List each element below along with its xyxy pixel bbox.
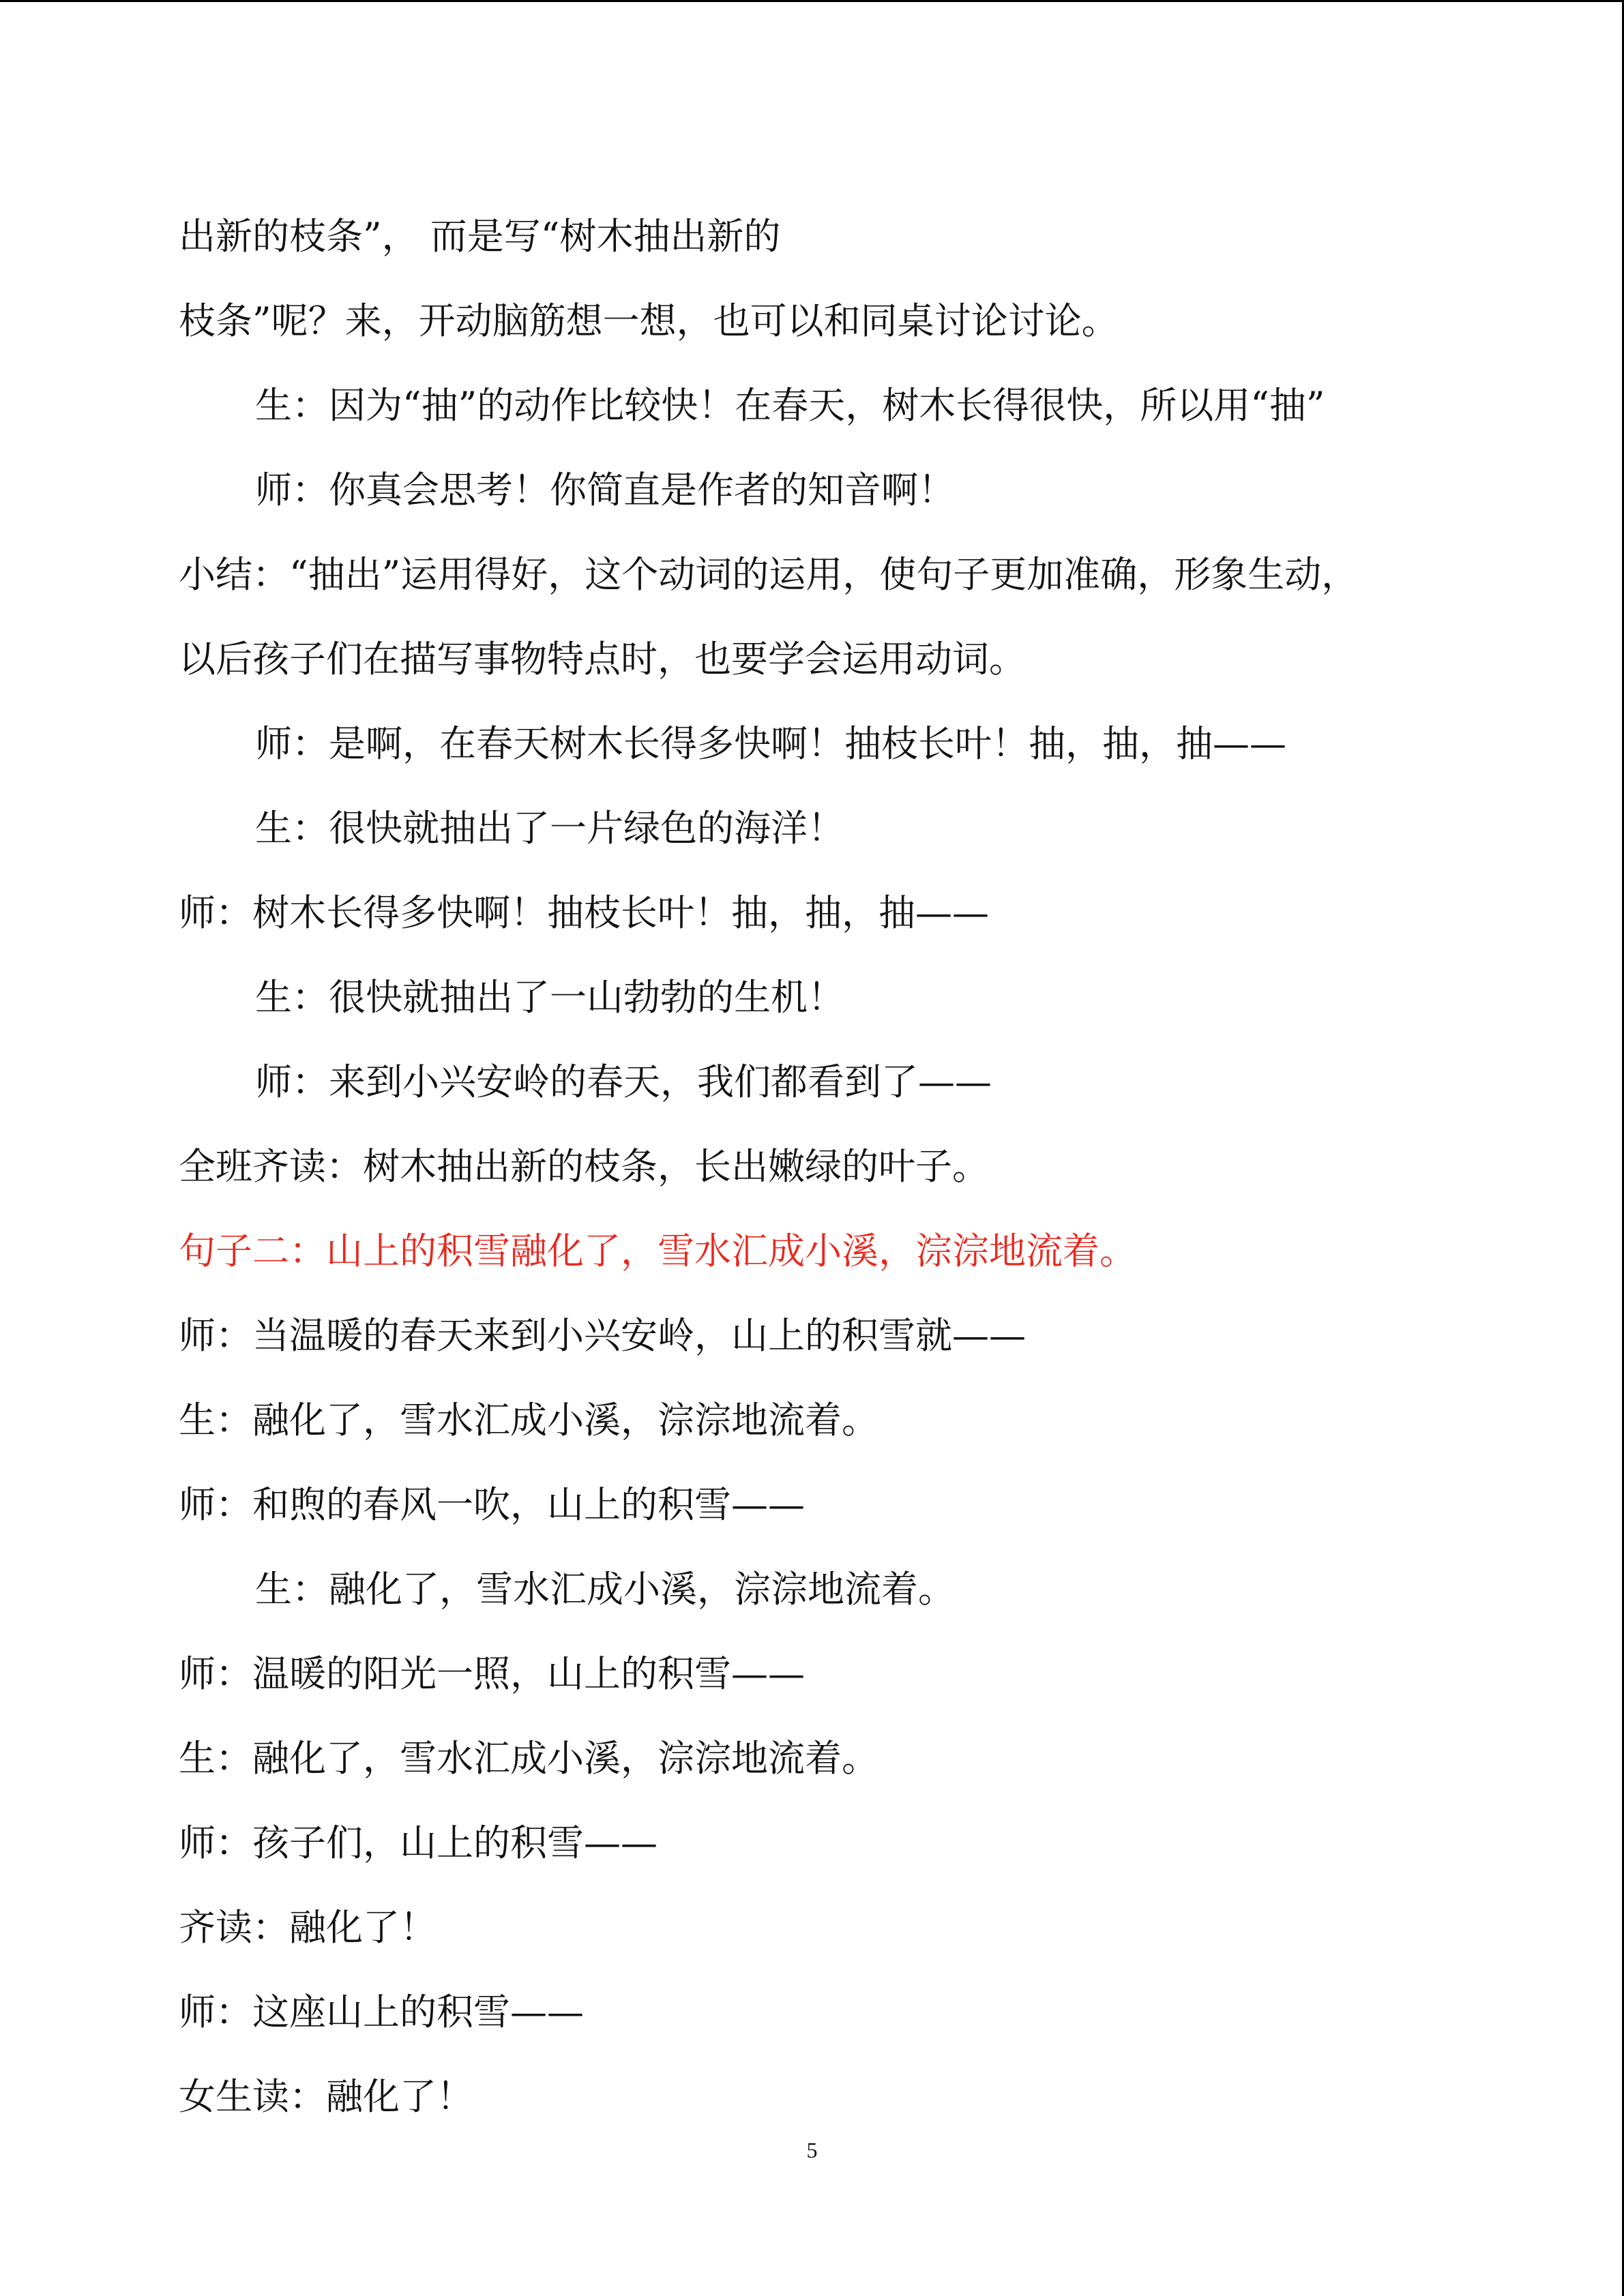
text-line: 师：温暖的阳光一照，山上的积雪——	[179, 1652, 805, 1695]
text-line: 师：树木长得多快啊！抽枝长叶！抽，抽，抽——	[179, 891, 989, 934]
text-line: 师：当温暖的春天来到小兴安岭，山上的积雪就——	[179, 1314, 1026, 1357]
text-line: 师：是啊，在春天树木长得多快啊！抽枝长叶！抽，抽，抽——	[255, 722, 1286, 765]
page-border-top	[0, 0, 1624, 2]
text-line: 以后孩子们在描写事物特点时，也要学会运用动词。	[179, 638, 1026, 681]
text-line: 生：因为“抽”的动作比较快！在春天，树木长得很快，所以用“抽”	[255, 384, 1325, 427]
text-line: 生：融化了，雪水汇成小溪，淙淙地流着。	[179, 1737, 879, 1780]
text-line: 生：融化了，雪水汇成小溪，淙淙地流着。	[179, 1399, 879, 1442]
text-line: 齐读：融化了！	[179, 1906, 437, 1949]
text-line: 生：很快就抽出了一片绿色的海洋！	[255, 807, 844, 850]
text-line: 师：孩子们，山上的积雪——	[179, 1821, 658, 1864]
text-line: 枝条”呢？来，开动脑筋想一想，也可以和同桌讨论讨论。	[179, 299, 1119, 342]
text-line: 出新的枝条”， 而是写“树木抽出新的	[179, 215, 781, 258]
text-line: 师：这座山上的积雪——	[179, 1991, 584, 2033]
highlighted-sentence-line: 句子二：山上的积雪融化了，雪水汇成小溪，淙淙地流着。	[179, 1229, 1136, 1272]
document-body	[179, 194, 1475, 2139]
text-line: 生：融化了，雪水汇成小溪，淙淙地流着。	[255, 1568, 955, 1611]
page-number: 5	[806, 2138, 818, 2162]
text-line: 师：来到小兴安岭的春天，我们都看到了——	[255, 1060, 992, 1103]
text-line: 师：你真会思考！你简直是作者的知音啊！	[255, 468, 955, 511]
text-line: 生：很快就抽出了一山勃勃的生机！	[255, 976, 844, 1019]
text-line: 全班齐读：树木抽出新的枝条，长出嫩绿的叶子。	[179, 1145, 989, 1188]
text-line: 女生读：融化了！	[179, 2075, 473, 2118]
text-line: 师：和煦的春风一吹，山上的积雪——	[179, 1483, 805, 1526]
text-line: 小结：“抽出”运用得好，这个动词的运用，使句子更加准确，形象生动，	[179, 553, 1359, 596]
